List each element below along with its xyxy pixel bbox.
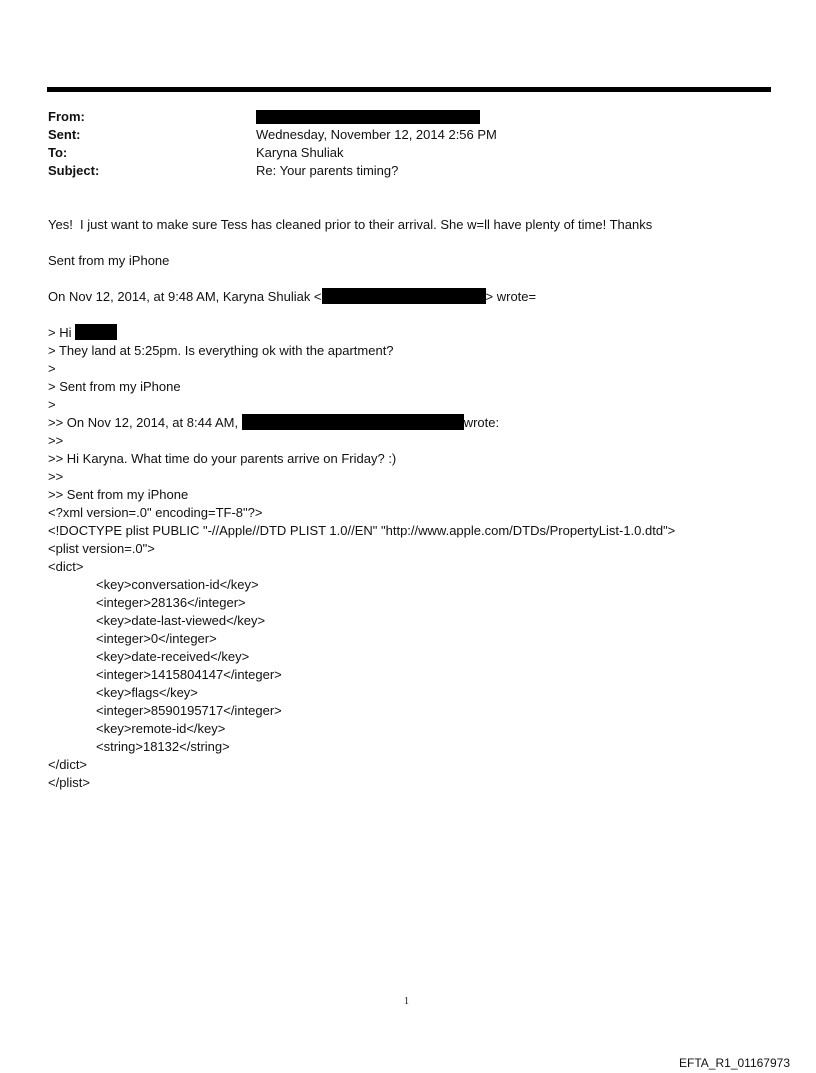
plist-entry: <key>date-received</key>	[96, 649, 250, 664]
nested-quote-line: >>	[48, 469, 64, 484]
quote-intro-start: On Nov 12, 2014, at 9:48 AM, Karyna Shuliak <	[48, 289, 322, 304]
plist-entry: <key>date-last-viewed</key>	[96, 613, 266, 628]
nested-quote-line: >>	[48, 433, 64, 448]
nested-quote-line: >> Hi Karyna. What time do your parents arrive on Friday? :)	[48, 451, 397, 466]
to-label: To:	[48, 145, 68, 160]
from-redaction	[256, 110, 480, 124]
email-redaction	[322, 288, 486, 304]
sender-redaction	[242, 414, 464, 430]
subject-label: Subject:	[48, 163, 100, 178]
subject-value: Re: Your parents timing?	[256, 163, 399, 178]
quote-intro-end: > wrote=	[485, 289, 537, 304]
header-rule	[47, 87, 771, 92]
plist-entry: <string>18132</string>	[96, 739, 230, 754]
quote-line: >	[48, 397, 56, 412]
nested-quote-intro	[48, 414, 499, 432]
to-value: Karyna Shuliak	[256, 145, 344, 160]
plist-entry: <key>conversation-id</key>	[96, 577, 259, 592]
plist-entry: <integer>0</integer>	[96, 631, 217, 646]
nested-quote-line: >> Sent from my iPhone	[48, 487, 189, 502]
quote-line: > They land at 5:25pm. Is everything ok with the apartment?	[48, 343, 394, 358]
plist-entry: <integer>8590195717</integer>	[96, 703, 282, 718]
xml-declaration: <?xml version=.0" encoding=TF-8"?>	[48, 505, 263, 520]
document-id: EFTA_R1_01167973	[679, 1056, 790, 1070]
sent-label: Sent:	[48, 127, 81, 142]
quote-hi-text: > Hi	[48, 325, 76, 340]
quote-hi	[48, 324, 117, 342]
from-label: From:	[48, 109, 85, 124]
dict-open: <dict>	[48, 559, 84, 574]
sent-value: Wednesday, November 12, 2014 2:56 PM	[256, 127, 497, 142]
plist-entry: <key>flags</key>	[96, 685, 198, 700]
plist-open: <plist version=.0">	[48, 541, 155, 556]
dict-close: </dict>	[48, 757, 88, 772]
plist-entry: <integer>1415804147</integer>	[96, 667, 282, 682]
quote-line: >	[48, 361, 56, 376]
plist-close: </plist>	[48, 775, 90, 790]
page-number: 1	[404, 996, 409, 1007]
doctype-line: <!DOCTYPE plist PUBLIC "-//Apple//DTD PLIST 1.0//EN" "http://www.apple.com/DTDs/PropertyList-1.0.dtd">	[48, 523, 676, 538]
plist-entry: <key>remote-id</key>	[96, 721, 226, 736]
quote-line: > Sent from my iPhone	[48, 379, 181, 394]
nested-intro-end: wrote:	[463, 415, 500, 430]
nested-intro-start: >> On Nov 12, 2014, at 8:44 AM,	[48, 415, 242, 430]
reply-text: Yes! I just want to make sure Tess has cleaned prior to their arrival. She w=ll have plenty of time! Thanks	[48, 217, 653, 232]
quote-intro	[48, 288, 536, 306]
name-redaction	[75, 324, 117, 340]
signature: Sent from my iPhone	[48, 253, 170, 268]
plist-entry: <integer>28136</integer>	[96, 595, 246, 610]
